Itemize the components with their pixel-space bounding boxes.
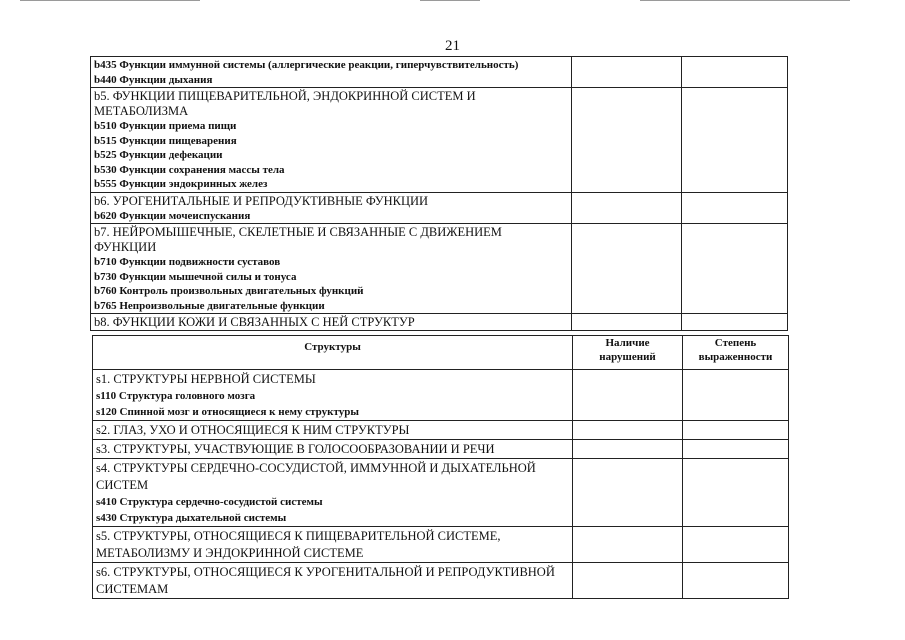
- severity-cell[interactable]: [683, 563, 789, 599]
- category-lines: [93, 421, 572, 439]
- category-lines: [91, 193, 571, 224]
- structures-table-body: [93, 370, 789, 599]
- category-cell: [91, 88, 572, 193]
- item-line: b515 Функции пищеварения: [94, 134, 237, 147]
- section-heading: СИСТЕМ: [96, 478, 149, 492]
- structures-table: [92, 335, 789, 599]
- item-line: b730 Функции мышечной силы и тонуса: [94, 270, 297, 283]
- item-line: b510 Функции приема пищи: [94, 120, 237, 132]
- section-heading: МЕТАБОЛИЗМА: [94, 104, 189, 118]
- functions-table-body: [91, 57, 788, 331]
- section-heading: b5. ФУНКЦИИ ПИЩЕВАРИТЕЛЬНОЙ, ЭНДОКРИННОЙ СИСТЕМ И: [94, 89, 476, 103]
- severity-column-header: [683, 336, 789, 370]
- item-line: s430 Структура дыхательной системы: [96, 512, 287, 524]
- section-heading: ФУНКЦИИ: [94, 240, 157, 254]
- presence-cell[interactable]: [573, 527, 683, 563]
- item-line: b440 Функции дыхания: [94, 73, 213, 86]
- severity-cell[interactable]: [681, 314, 787, 331]
- scan-edge-line-right: [640, 0, 850, 1]
- item-line: b435 Функции иммунной системы (аллергические реакции, гиперчувствительность): [94, 59, 519, 71]
- item-line: b710 Функции подвижности суставов: [94, 256, 281, 268]
- item-line: s110 Структура головного мозга: [96, 390, 256, 402]
- category-lines: [93, 459, 572, 526]
- presence-cell[interactable]: [571, 57, 681, 88]
- functions-row: [91, 57, 788, 88]
- section-heading: b6. УРОГЕНИТАЛЬНЫЕ И РЕПРОДУКТИВНЫЕ ФУНКЦИИ: [94, 193, 429, 208]
- presence-cell[interactable]: [573, 370, 683, 421]
- functions-row: [91, 192, 788, 224]
- severity-cell[interactable]: [681, 192, 787, 224]
- item-line: b555 Функции эндокринных желез: [94, 178, 268, 190]
- category-cell: [93, 459, 573, 527]
- item-line: b760 Контроль произвольных двигательных функций: [94, 285, 364, 297]
- item-line: s410 Структура сердечно-сосудистой системы: [96, 496, 323, 508]
- item-line: b525 Функции дефекации: [94, 149, 223, 161]
- presence-column-header: [573, 336, 683, 370]
- category-cell: [93, 421, 573, 440]
- category-lines: [91, 57, 571, 87]
- section-heading: b8. ФУНКЦИИ КОЖИ И СВЯЗАННЫХ С НЕЙ СТРУКТУР: [94, 315, 415, 329]
- structures-row: [93, 421, 789, 440]
- severity-cell[interactable]: [683, 440, 789, 459]
- scan-edge-line-left: [20, 0, 200, 1]
- severity-cell[interactable]: [683, 370, 789, 421]
- presence-cell[interactable]: [573, 440, 683, 459]
- severity-cell[interactable]: [681, 57, 787, 88]
- category-lines: [91, 88, 571, 192]
- category-lines: [93, 563, 572, 598]
- severity-header-line: выраженности: [698, 351, 773, 363]
- section-heading: s2. ГЛАЗ, УХО И ОТНОСЯЩИЕСЯ К НИМ СТРУКТУРЫ: [96, 423, 410, 437]
- presence-cell[interactable]: [573, 459, 683, 527]
- category-cell: [93, 440, 573, 459]
- structures-header-row: [93, 336, 789, 370]
- category-lines: [91, 224, 571, 313]
- category-lines: [93, 527, 572, 562]
- scan-edge-line-mid: [420, 0, 480, 1]
- structures-row: [93, 370, 789, 421]
- presence-cell[interactable]: [571, 88, 681, 193]
- category-cell: [93, 370, 573, 421]
- section-heading: МЕТАБОЛИЗМУ И ЭНДОКРИННОЙ СИСТЕМЕ: [96, 546, 364, 560]
- structures-row: [93, 459, 789, 527]
- item-line: s120 Спинной мозг и относящиеся к нему структуры: [96, 406, 359, 418]
- presence-cell[interactable]: [571, 224, 681, 314]
- presence-cell[interactable]: [573, 421, 683, 440]
- presence-header-line: нарушений: [599, 351, 656, 363]
- item-line: b620 Функции мочеиспускания: [94, 209, 251, 222]
- section-heading: s5. СТРУКТУРЫ, ОТНОСЯЩИЕСЯ К ПИЩЕВАРИТЕЛЬНОЙ СИСТЕМЕ,: [96, 529, 501, 543]
- category-cell: [91, 314, 572, 331]
- section-heading: СИСТЕМАМ: [96, 582, 169, 596]
- category-lines: [93, 370, 572, 420]
- item-line: b765 Непроизвольные двигательные функции: [94, 299, 325, 312]
- structures-column-header: Структуры: [93, 336, 573, 370]
- category-lines: [93, 440, 572, 458]
- category-cell: [93, 527, 573, 563]
- severity-cell[interactable]: [683, 421, 789, 440]
- category-cell: [91, 192, 572, 224]
- page-number: 21: [445, 38, 460, 54]
- functions-table: [90, 56, 788, 331]
- presence-header-line: Наличие: [605, 337, 650, 349]
- severity-header-line: Степень: [714, 337, 757, 349]
- functions-row: [91, 314, 788, 331]
- severity-cell[interactable]: [683, 459, 789, 527]
- category-cell: [91, 57, 572, 88]
- category-cell: [91, 224, 572, 314]
- functions-row: [91, 88, 788, 193]
- section-heading: s3. СТРУКТУРЫ, УЧАСТВУЮЩИЕ В ГОЛОСООБРАЗОВАНИИ И РЕЧИ: [96, 442, 495, 456]
- structures-row: [93, 527, 789, 563]
- section-heading: s1. СТРУКТУРЫ НЕРВНОЙ СИСТЕМЫ: [96, 372, 316, 386]
- presence-cell[interactable]: [571, 314, 681, 331]
- item-line: b530 Функции сохранения массы тела: [94, 163, 285, 176]
- severity-cell[interactable]: [681, 88, 787, 193]
- section-heading: s4. СТРУКТУРЫ СЕРДЕЧНО-СОСУДИСТОЙ, ИММУННОЙ И ДЫХАТЕЛЬНОЙ: [96, 461, 536, 475]
- category-cell: [93, 563, 573, 599]
- category-lines: [91, 314, 571, 330]
- presence-cell[interactable]: [573, 563, 683, 599]
- functions-row: [91, 224, 788, 314]
- severity-cell[interactable]: [683, 527, 789, 563]
- structures-row: [93, 563, 789, 599]
- section-heading: b7. НЕЙРОМЫШЕЧНЫЕ, СКЕЛЕТНЫЕ И СВЯЗАННЫЕ С ДВИЖЕНИЕМ: [94, 225, 502, 239]
- section-heading: s6. СТРУКТУРЫ, ОТНОСЯЩИЕСЯ К УРОГЕНИТАЛЬНОЙ И РЕПРОДУКТИВНОЙ: [96, 565, 555, 579]
- presence-cell[interactable]: [571, 192, 681, 224]
- structures-row: [93, 440, 789, 459]
- severity-cell[interactable]: [681, 224, 787, 314]
